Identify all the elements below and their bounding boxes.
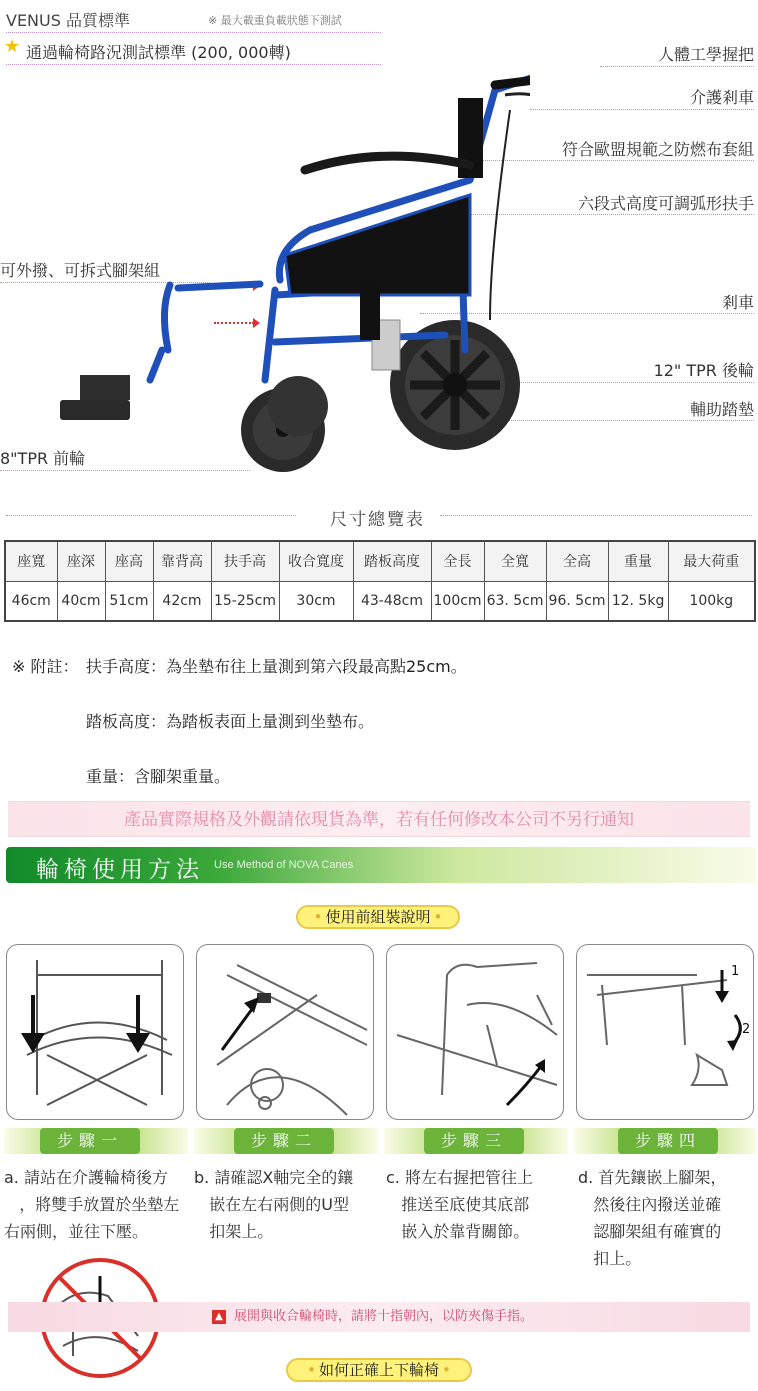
spec-value: 51cm [105, 581, 153, 621]
spec-header: 座深 [57, 541, 105, 581]
step2-label: 步驟二 [234, 1128, 334, 1154]
step3-label: 步驟三 [424, 1128, 524, 1154]
star-icon: ★ [4, 36, 21, 57]
step1-illustration [6, 944, 184, 1120]
spec-value: 40cm [57, 581, 105, 621]
spec-value: 63. 5cm [484, 581, 546, 621]
warning-text: 展開與收合輪椅時，請將十指朝內，以防夾傷手指。 [234, 1309, 534, 1324]
spec-header: 扶手高 [211, 541, 279, 581]
spec-title: 尺寸總覽表 [330, 510, 425, 530]
spec-header: 收合寬度 [279, 541, 353, 581]
disclaimer-bar: 產品實際規格及外觀請依現貨為準，若有任何修改本公司不另行通知 [8, 801, 750, 837]
spec-header: 全長 [431, 541, 484, 581]
callout-front-wheel: 8"TPR 前輪 [0, 449, 86, 468]
step3-illustration [386, 944, 564, 1120]
usage-header [6, 847, 756, 883]
step4-marker-2: 2 [742, 1022, 751, 1037]
spec-value: 100cm [431, 581, 484, 621]
callout-ergonomic-grip: 人體工學握把 [657, 45, 754, 64]
spec-value: 46cm [5, 581, 57, 621]
note-line: 踏板高度：為踏板表面上量測到坐墊布。 [86, 712, 375, 731]
spec-value: 96. 5cm [546, 581, 608, 621]
callout-foot-pad: 輔助踏墊 [689, 400, 754, 419]
step4-illustration [576, 944, 754, 1120]
test-standard: 通過輪椅路況測試標準 (200, 000轉) [26, 43, 291, 62]
warning-bar [8, 1302, 750, 1332]
test-note: ※ 最大載重負載狀態下測試 [208, 14, 342, 27]
callout-armrest: 六段式高度可調弧形扶手 [577, 194, 754, 213]
spec-value: 15-25cm [211, 581, 279, 621]
warning-icon: ▲ [212, 1310, 226, 1324]
step2-text: b. 請確認X軸完全的鑲 嵌在左右兩側的U型 扣架上。 [194, 1168, 354, 1241]
spec-header: 重量 [608, 541, 668, 581]
spec-value: 12. 5kg [608, 581, 668, 621]
spec-header: 座寬 [5, 541, 57, 581]
step1-text: a. 請站在介護輪椅後方 ，將雙手放置於坐墊左 右兩側，並往下壓。 [4, 1168, 180, 1241]
callout-brake: 剎車 [721, 293, 754, 312]
spec-value: 42cm [153, 581, 211, 621]
note-line: 重量：含腳架重量。 [86, 767, 231, 786]
spec-table [4, 540, 756, 622]
spec-header: 座高 [105, 541, 153, 581]
spec-header: 最大荷重 [668, 541, 755, 581]
spec-header-row [5, 541, 755, 581]
spec-header: 踏板高度 [353, 541, 431, 581]
spec-header: 全寬 [484, 541, 546, 581]
callout-fabric: 符合歐盟規範之防燃布套組 [561, 140, 754, 159]
spec-value-row [5, 581, 755, 621]
callout-attendant-brake: 介護剎車 [689, 88, 754, 107]
step2-illustration [196, 944, 374, 1120]
wheelchair-image [50, 50, 530, 490]
step4-label: 步驟四 [618, 1128, 718, 1154]
callout-rear-wheel: 12" TPR 後輪 [653, 361, 754, 380]
step1-label: 步驟一 [40, 1128, 140, 1154]
note-line: 扶手高度：為坐墊布往上量測到第六段最高點25cm。 [86, 657, 467, 676]
step4-marker-1: 1 [731, 964, 740, 979]
spec-value: 100kg [668, 581, 755, 621]
step3-text: c. 將左右握把管往上 推送至底使其底部 嵌入於靠背關節。 [386, 1168, 533, 1241]
step4-text: d. 首先鑲嵌上腳架， 然後往內撥送並確 認腳架組有確實的 扣上。 [578, 1168, 727, 1268]
spec-value: 43-48cm [353, 581, 431, 621]
bottom-title: • 如何正確上下輪椅 • [286, 1358, 472, 1382]
spec-header: 全高 [546, 541, 608, 581]
usage-title: 輪椅使用方法 [36, 857, 204, 883]
spec-value: 30cm [279, 581, 353, 621]
brand-title: VENUS 品質標準 [6, 11, 130, 30]
assembly-title: • 使用前組裝說明 • [296, 905, 460, 929]
callout-footrest: 可外撥、可拆式腳架組 [0, 261, 161, 280]
spec-header: 靠背高 [153, 541, 211, 581]
usage-subtitle: Use Method of NOVA Canes [214, 859, 354, 871]
notes-prefix: ※ 附註： [12, 657, 79, 676]
